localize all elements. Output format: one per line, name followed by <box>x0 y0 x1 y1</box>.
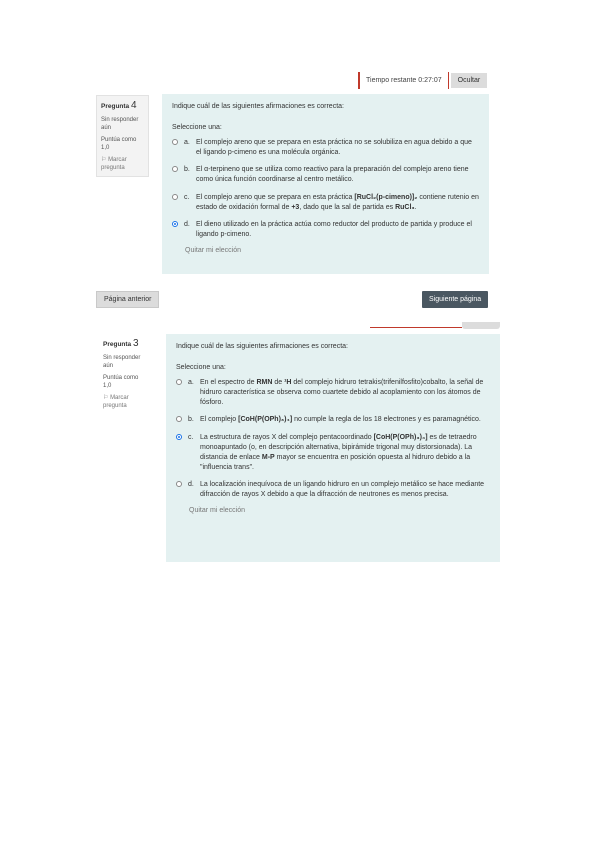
question-3-option-c[interactable]: c. La estructura de rayos X del complejo pentacoordinado [CoH(P(OPh)₃)₄] es de tetraedro monoapuntado (o, en descripción alternativa, bipirámide trigonal muy distorsionada). La distancia de enlace M-P mayor se encuentra en posición opuesta al hidruro debido a la "influencia trans". <box>176 433 490 474</box>
question-4-heading: Pregunta 4 <box>101 100 137 111</box>
radio-button[interactable] <box>172 139 178 145</box>
question-3-text: Indique cuál de las siguientes afirmaciones es correcta: <box>176 343 348 350</box>
question-3-option-a[interactable]: a. En el espectro de RMN de ¹H del complejo hidruro tetrakis(trifenilfosfito)cobalto, la señal de hidruro característica se observa como cuartete debido al acoplamiento con los átomos de fósforo. <box>176 378 490 408</box>
timer-divider-line <box>370 327 462 328</box>
question-4-flag[interactable]: ⚐ Marcar pregunta <box>101 156 127 171</box>
question-4-score: Puntúa como 1,0 <box>101 136 137 151</box>
radio-button-selected[interactable] <box>172 221 178 227</box>
timer-text: Tiempo restante 0:27:07 <box>366 77 442 84</box>
question-3-card <box>166 334 500 562</box>
question-3-status: Sin responder aún <box>103 354 141 369</box>
hide-timer-tab <box>462 322 500 329</box>
hide-timer-button[interactable]: Ocultar <box>451 73 488 88</box>
question-4-option-a[interactable]: a. El complejo areno que se prepara en esta práctica no se solubiliza en agua debido a que el ligando p-cimeno es una molécula orgánica. <box>172 138 479 158</box>
next-page-button[interactable]: Siguiente página <box>422 291 488 308</box>
radio-button[interactable] <box>172 166 178 172</box>
question-4-info <box>96 95 149 177</box>
question-3-info <box>99 334 152 416</box>
radio-button[interactable] <box>176 416 182 422</box>
timer-separator <box>448 72 449 89</box>
previous-page-button[interactable]: Página anterior <box>96 291 159 308</box>
question-3-option-d[interactable]: d. La localización inequívoca de un ligando hidruro en un complejo metálico se hace mediante difracción de rayos X debido a que la difracción de neutrones es menos precisa. <box>176 480 490 500</box>
question-3-option-b[interactable]: b. El complejo [CoH(P(OPh)₃)₄] no cumple la regla de los 18 electrones y es paramagnético. <box>176 415 490 425</box>
question-4-option-b[interactable]: b. El α-terpineno que se utiliza como reactivo para la preparación del complejo areno tiene como única función coordinarse al centro metálico. <box>172 165 479 185</box>
question-4-text: Indique cuál de las siguientes afirmaciones es correcta: <box>172 103 344 110</box>
radio-button[interactable] <box>176 379 182 385</box>
question-4-status: Sin responder aún <box>101 116 139 131</box>
question-3-heading: Pregunta 3 <box>103 338 139 349</box>
question-3-score: Puntúa como 1,0 <box>103 374 139 389</box>
timer-bar <box>358 72 487 89</box>
radio-button[interactable] <box>172 194 178 200</box>
question-4-choose-label: Seleccione una: <box>172 124 222 131</box>
question-3-clear-choice[interactable]: Quitar mi elección <box>189 507 246 515</box>
question-3-flag[interactable]: ⚐ Marcar pregunta <box>103 394 129 409</box>
question-4-option-d[interactable]: d. El dieno utilizado en la práctica actúa como reductor del producto de partida y produce el ligando p-cimeno. <box>172 220 479 240</box>
question-3-choose-label: Seleccione una: <box>176 364 226 371</box>
flag-icon: ⚐ <box>103 394 109 401</box>
question-4-card <box>162 94 489 274</box>
question-4-option-c[interactable]: c. El complejo areno que se prepara en esta práctica [RuCl₂(p-cimeno)]₂ contiene rutenio en estado de oxidación formal de +3, dado que la sal de partida es RuCl₃. <box>172 193 479 213</box>
question-4-clear-choice[interactable]: Quitar mi elección <box>185 247 242 255</box>
flag-icon: ⚐ <box>101 156 107 163</box>
radio-button-selected[interactable] <box>176 434 182 440</box>
radio-button[interactable] <box>176 481 182 487</box>
